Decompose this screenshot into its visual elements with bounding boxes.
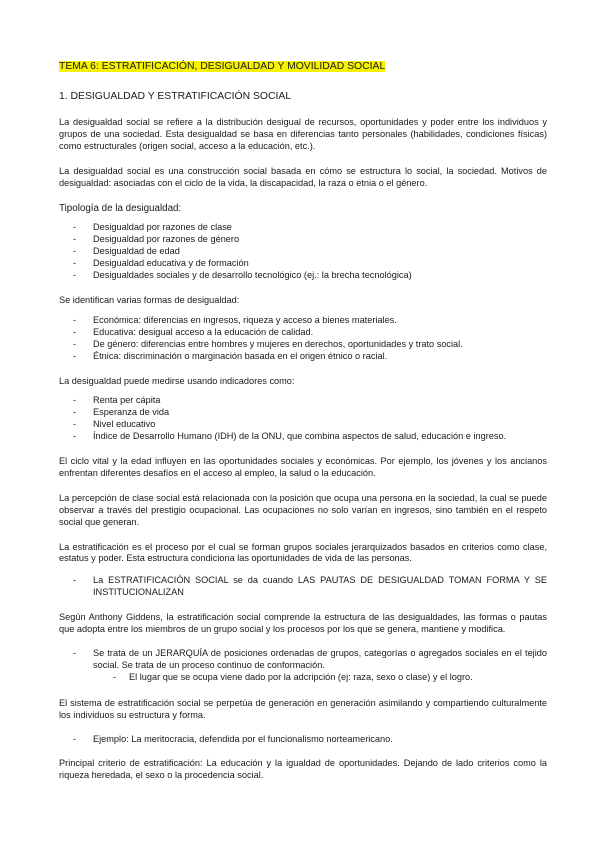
list-item: - Desigualdad educativa y de formación: [59, 258, 547, 270]
list-item: - La ESTRATIFICACIÓN SOCIAL se da cuando LAS PAUTAS DE DESIGUALDAD TOMAN FORMA Y SE INSTITUCIONALIZAN: [59, 575, 547, 599]
paragraph-construction: La desigualdad social es una construcción social basada en cómo se estructura lo social, la sociedad. Motivos de desigualdad: asociadas con el ciclo de la vida, la discapacidad, la raza o etnia o el género.: [59, 165, 547, 188]
indicators-heading: La desigualdad puede medirse usando indicadores como:: [59, 375, 295, 386]
stratification-bullet: [59, 575, 547, 599]
paragraph-class-perception: La percepción de clase social está relacionada con la posición que ocupa una persona en la sociedad, la cual se puede observar a través del prestigio ocupacional. Las ocupaciones no solo varían en ingresos, sino también en el respeto social que generan.: [59, 492, 547, 527]
hierarchy-sub-bullet: [59, 672, 547, 684]
list-item: - Étnica: discriminación o marginación basada en el origen étnico o racial.: [59, 351, 547, 363]
forms-list: [59, 315, 547, 363]
list-item: - Desigualdades sociales y de desarrollo tecnológico (ej.: la brecha tecnológica): [59, 270, 547, 282]
list-item: - De género: diferencias entre hombres y mujeres en derechos, oportunidades y trato social.: [59, 339, 547, 351]
list-item: - Nivel educativo: [59, 419, 547, 431]
list-item: - Educativa: desigual acceso a la educación de calidad.: [59, 327, 547, 339]
list-item: - Desigualdad de edad: [59, 246, 547, 258]
paragraph-life-cycle: El ciclo vital y la edad influyen en las oportunidades sociales y económicas. Por ejemplo, los jóvenes y los ancianos enfrentan diferentes desafíos en el acceso al empleo, la salud o la educación.: [59, 456, 547, 478]
list-item: - Esperanza de vida: [59, 407, 547, 419]
paragraph-stratification: La estratificación es el proceso por el cual se forman grupos sociales jerarquizados basados en criterios como clase, estatus y poder. Esta estructura condiciona las oportunidades de vida de las personas.: [59, 541, 547, 564]
forms-heading: Se identifican varias formas de desigualdad:: [59, 294, 240, 305]
document-page: [59, 56, 547, 782]
list-item: - Económica: diferencias en ingresos, riqueza y acceso a bienes materiales.: [59, 315, 547, 327]
paragraph-definition: La desigualdad social se refiere a la distribución desigual de recursos, oportunidades y poder entre los individuos y grupos de una sociedad. Esta desigualdad se basa en diferencias tanto personales (habilidades, condiciones físicas) como estructurales (origen social, acceso a la educación, etc.).: [59, 117, 547, 151]
list-item: - Desigualdad por razones de clase: [59, 222, 547, 234]
indicators-list: [59, 395, 547, 443]
typology-list: [59, 222, 547, 282]
list-item: - Renta per cápita: [59, 395, 547, 407]
list-item: - Índice de Desarrollo Humano (IDH) de la ONU, que combina aspectos de salud, educación e ingreso.: [59, 431, 547, 443]
paragraph-giddens: Según Anthony Giddens, la estratificación social comprende la estructura de las desigualdades, las formas o pautas que adopta entre los miembros de un grupo social y los procesos por los que se genera, mantiene y modifica.: [59, 612, 547, 635]
paragraph-criterion: Principal criterio de estratificación: La educación y la igualdad de oportunidades. Dejando de lado criterios como la riqueza heredada, el sexo o la procedencia social.: [59, 758, 547, 781]
example-bullet: [59, 734, 547, 746]
list-item: - Ejemplo: La meritocracia, defendida por el funcionalismo norteamericano.: [59, 734, 547, 746]
list-item: - El lugar que se ocupa viene dado por la adcripción (ej: raza, sexo o clase) y el logro.: [59, 672, 547, 684]
typology-heading: Tipología de la desigualdad:: [59, 202, 182, 214]
list-item: - Se trata de un JERARQUÍA de posiciones ordenadas de grupos, categorías o agregados sociales en el tejido social. Se trata de un proceso continuo de conformación.: [59, 648, 547, 672]
section-heading: 1. DESIGUALDAD Y ESTRATIFICACIÓN SOCIAL: [59, 91, 292, 102]
page-title: TEMA 6: ESTRATIFICACIÓN, DESIGUALDAD Y MOVILIDAD SOCIAL: [59, 61, 386, 72]
hierarchy-bullet: [59, 648, 547, 672]
paragraph-perpetuation: El sistema de estratificación social se perpetúa de generación en generación asimilando y compartiendo culturalmente los individuos su estructura y forma.: [59, 697, 547, 720]
list-item: - Desigualdad por razones de género: [59, 234, 547, 246]
